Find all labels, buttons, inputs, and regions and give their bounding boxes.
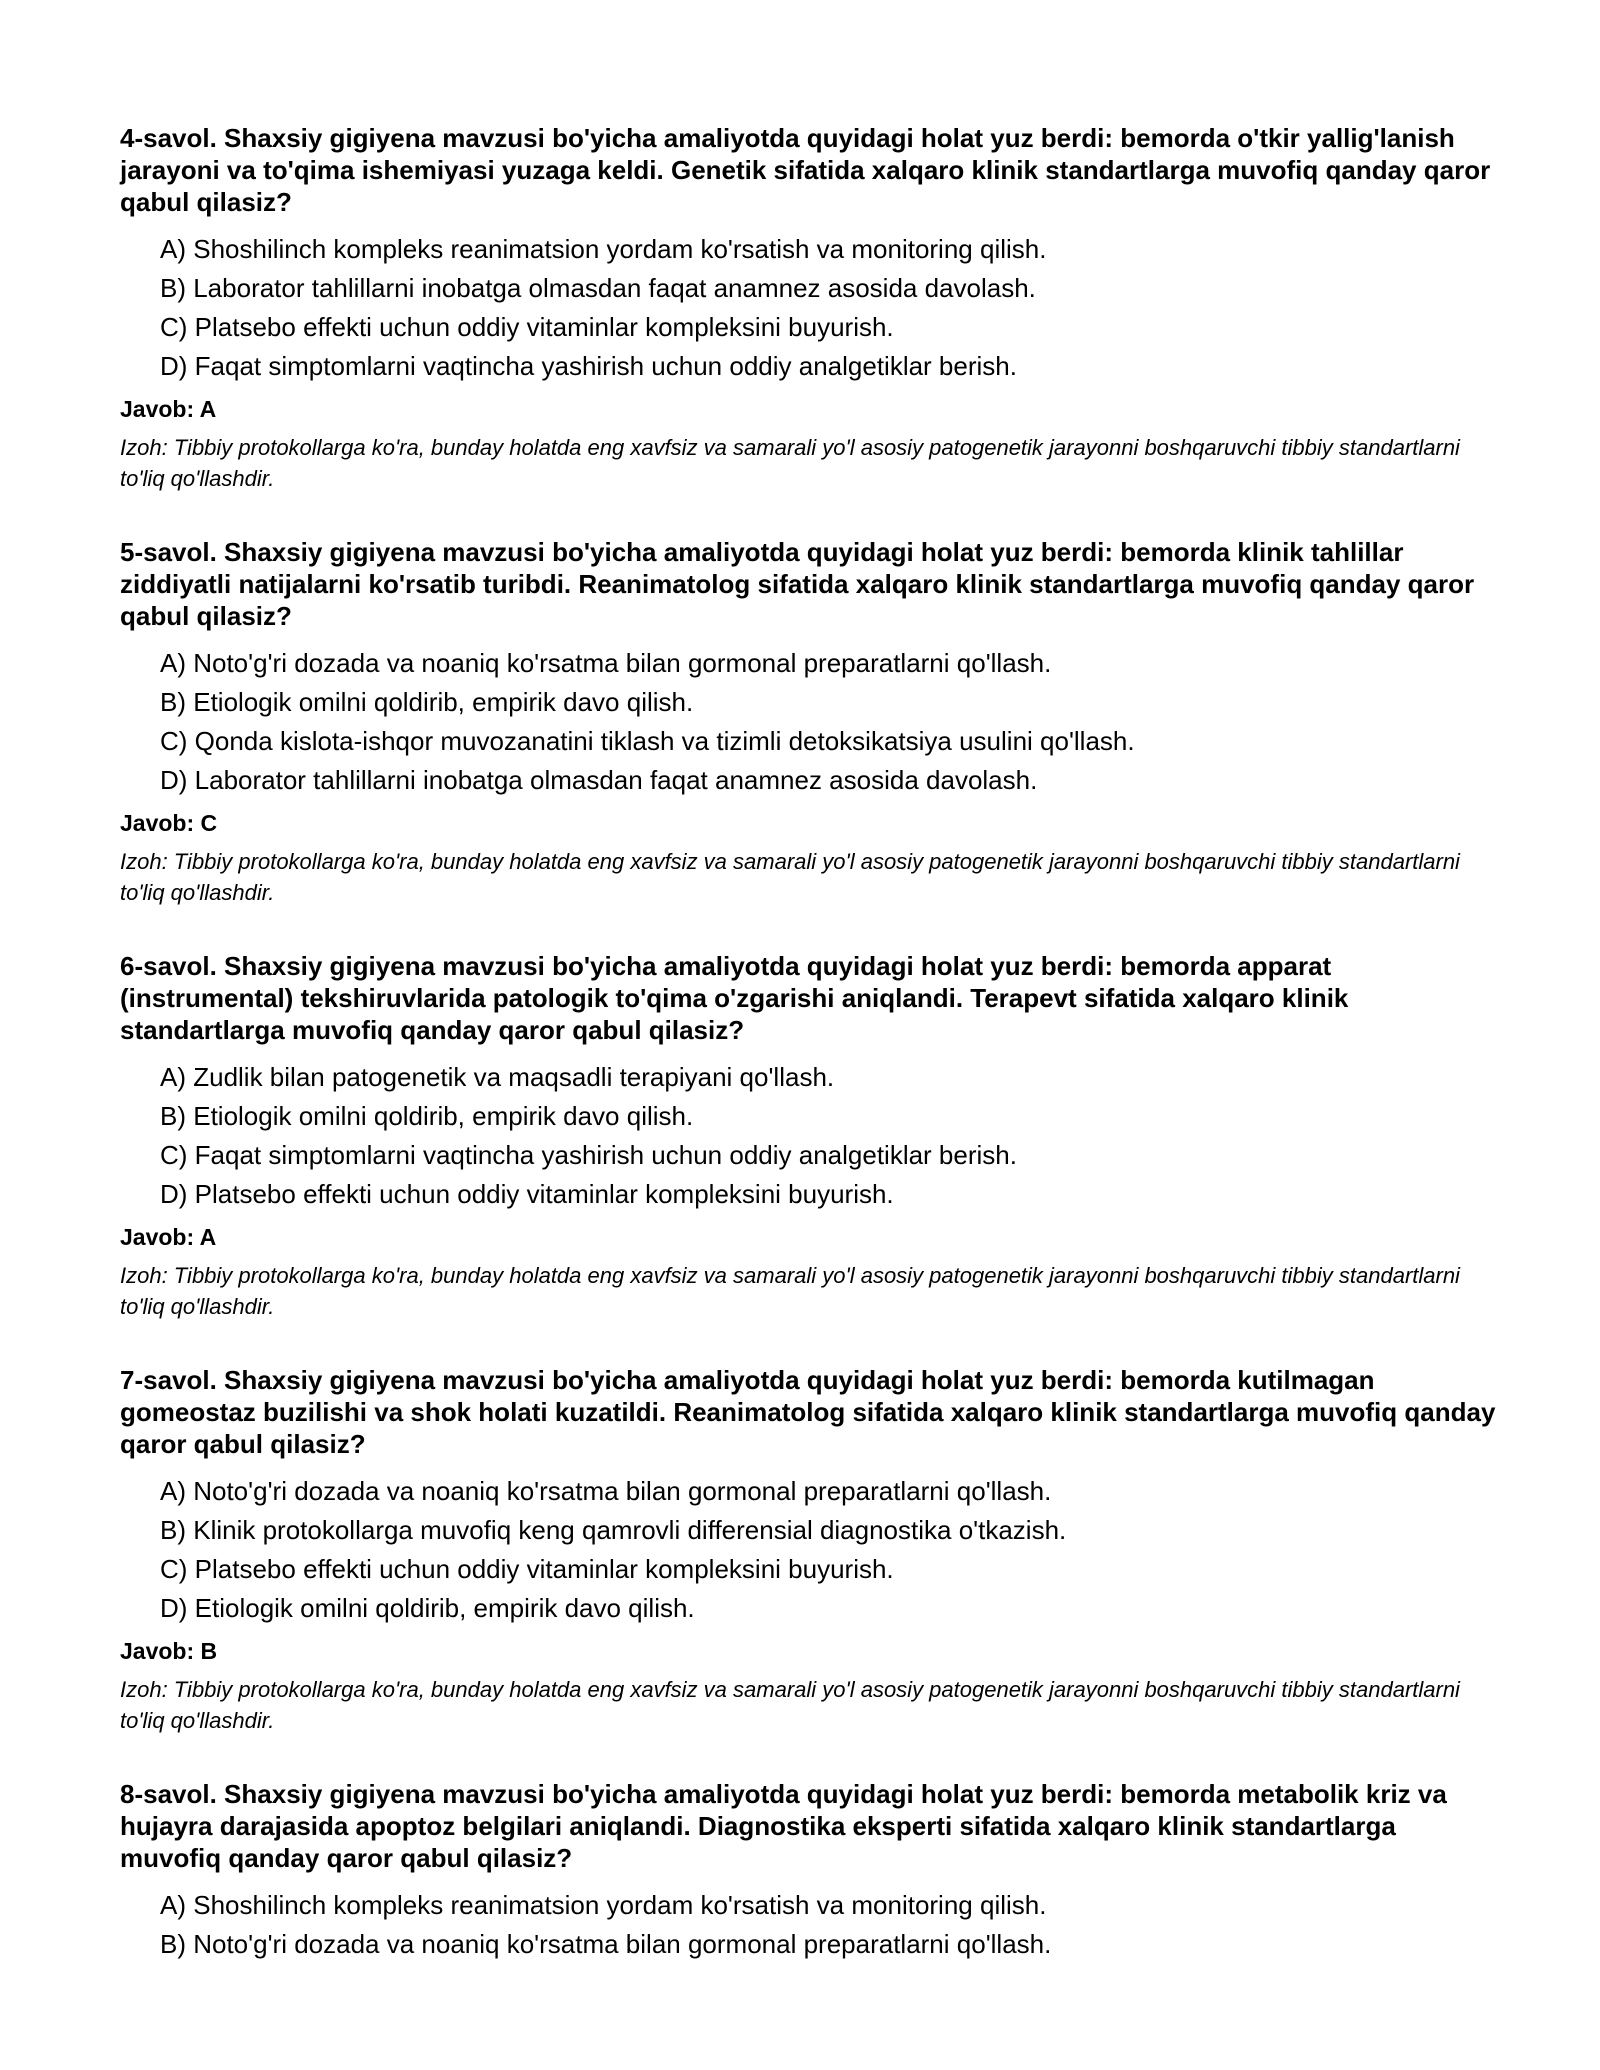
question-4 [120,122,1500,494]
question-title: 8-savol. Shaxsiy gigiyena mavzusi bo'yicha amaliyotda quyidagi holat yuz berdi: bemorda metabolik kriz va hujayra darajasida apoptoz belgilari aniqlandi. Diagnostika eksperti sifatida xalqaro klinik standartlarga muvofiq qanday qaror qabul qilasiz? [120,1779,1447,1873]
option-b: B) Laborator tahlillarni inobatga olmasdan faqat anamnez asosida davolash. [160,273,1036,303]
option-b: B) Etiologik omilni qoldirib, empirik davo qilish. [160,687,694,717]
answer-label: Javob: C [120,810,218,836]
question-title: 4-savol. Shaxsiy gigiyena mavzusi bo'yicha amaliyotda quyidagi holat yuz berdi: bemorda o'tkir yallig'lanish jarayoni va to'qima ishemiyasi yuzaga keldi. Genetik sifatida xalqaro klinik standartlarga muvofiq qanday qaror qabul qilasiz? [120,123,1491,217]
question-6 [120,950,1500,1322]
option-d: D) Laborator tahlillarni inobatga olmasdan faqat anamnez asosida davolash. [160,765,1038,795]
answer-label: Javob: A [120,396,217,422]
option-c: C) Platsebo effekti uchun oddiy vitaminlar kompleksini buyurish. [160,1554,894,1584]
explanation-note: Izoh: Tibbiy protokollarga ko'ra, bunday holatda eng xavfsiz va samarali yo'l asosiy patogenetik jarayonni boshqaruvchi tibbiy standartlarni to'liq qo'llashdir. [120,435,1460,491]
answer-label: Javob: A [120,1224,217,1250]
option-list [120,1886,1500,1964]
explanation-note: Izoh: Tibbiy protokollarga ko'ra, bunday holatda eng xavfsiz va samarali yo'l asosiy patogenetik jarayonni boshqaruvchi tibbiy standartlarni to'liq qo'llashdir. [120,1677,1460,1733]
question-title: 6-savol. Shaxsiy gigiyena mavzusi bo'yicha amaliyotda quyidagi holat yuz berdi: bemorda apparat (instrumental) tekshiruvlarida patologik to'qima o'zgarishi aniqlandi. Terapevt sifatida xalqaro klinik standartlarga muvofiq qanday qaror qabul qilasiz? [120,951,1349,1045]
option-list [120,644,1500,800]
option-a: A) Shoshilinch kompleks reanimatsion yordam ko'rsatish va monitoring qilish. [160,1890,1047,1920]
option-d: D) Etiologik omilni qoldirib, empirik davo qilish. [160,1593,695,1623]
option-a: A) Noto'g'ri dozada va noaniq ko'rsatma bilan gormonal preparatlarni qo'llash. [160,1476,1052,1506]
option-a: A) Noto'g'ri dozada va noaniq ko'rsatma bilan gormonal preparatlarni qo'llash. [160,648,1052,678]
option-list [120,230,1500,386]
option-a: A) Zudlik bilan patogenetik va maqsadli terapiyani qo'llash. [160,1062,835,1092]
explanation-note: Izoh: Tibbiy protokollarga ko'ra, bunday holatda eng xavfsiz va samarali yo'l asosiy patogenetik jarayonni boshqaruvchi tibbiy standartlarni to'liq qo'llashdir. [120,849,1460,905]
question-8 [120,1778,1500,1964]
option-b: B) Etiologik omilni qoldirib, empirik davo qilish. [160,1101,694,1131]
option-c: C) Platsebo effekti uchun oddiy vitaminlar kompleksini buyurish. [160,312,894,342]
option-c: C) Faqat simptomlarni vaqtincha yashirish uchun oddiy analgetiklar berish. [160,1140,1017,1170]
option-b: B) Noto'g'ri dozada va noaniq ko'rsatma bilan gormonal preparatlarni qo'llash. [160,1929,1052,1959]
answer-label: Javob: B [120,1638,218,1664]
option-d: D) Platsebo effekti uchun oddiy vitaminlar kompleksini buyurish. [160,1179,894,1209]
option-a: A) Shoshilinch kompleks reanimatsion yordam ko'rsatish va monitoring qilish. [160,234,1047,264]
option-d: D) Faqat simptomlarni vaqtincha yashirish uchun oddiy analgetiklar berish. [160,351,1017,381]
option-c: C) Qonda kislota-ishqor muvozanatini tiklash va tizimli detoksikatsiya usulini qo'llash. [160,726,1135,756]
option-list [120,1472,1500,1628]
question-7 [120,1364,1500,1736]
option-list [120,1058,1500,1214]
question-title: 7-savol. Shaxsiy gigiyena mavzusi bo'yicha amaliyotda quyidagi holat yuz berdi: bemorda kutilmagan gomeostaz buzilishi va shok holati kuzatildi. Reanimatolog sifatida xalqaro klinik standartlarga muvofiq qanday qaror qabul qilasiz? [120,1365,1496,1459]
question-title: 5-savol. Shaxsiy gigiyena mavzusi bo'yicha amaliyotda quyidagi holat yuz berdi: bemorda klinik tahlillar ziddiyatli natijalarni ko'rsatib turibdi. Reanimatolog sifatida xalqaro klinik standartlarga muvofiq qanday qaror qabul qilasiz? [120,537,1475,631]
question-5 [120,536,1500,908]
explanation-note: Izoh: Tibbiy protokollarga ko'ra, bunday holatda eng xavfsiz va samarali yo'l asosiy patogenetik jarayonni boshqaruvchi tibbiy standartlarni to'liq qo'llashdir. [120,1263,1460,1319]
option-b: B) Klinik protokollarga muvofiq keng qamrovli differensial diagnostika o'tkazish. [160,1515,1067,1545]
document-page [120,122,1500,2006]
